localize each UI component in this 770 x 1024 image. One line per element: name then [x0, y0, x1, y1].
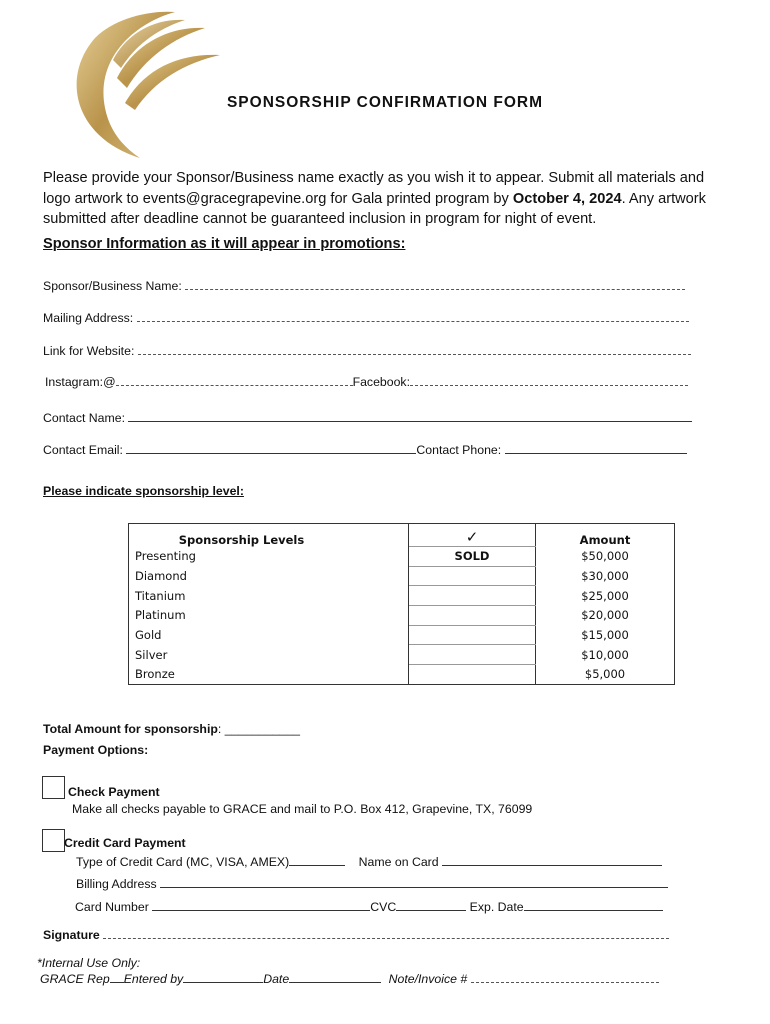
table-row: [129, 547, 675, 567]
level-check-cell[interactable]: [409, 566, 536, 586]
card-number-field[interactable]: [152, 899, 370, 911]
levels-header: Sponsorship Levels: [178, 532, 305, 547]
contact-phone-label: Contact Phone:: [416, 443, 502, 457]
gold-swoosh-logo: [55, 8, 225, 163]
level-check-cell[interactable]: [409, 586, 536, 606]
total-amount-row: [43, 722, 300, 736]
level-name: Platinum: [129, 606, 409, 626]
total-amount-field[interactable]: : ___________: [217, 722, 300, 736]
website-label: Link for Website:: [43, 344, 135, 358]
internal-date-field[interactable]: [289, 971, 381, 983]
level-name: Gold: [129, 625, 409, 645]
social-row: [45, 374, 688, 389]
contact-email-label: Contact Email:: [43, 443, 123, 457]
exp-date-label: Exp. Date: [469, 900, 524, 914]
sponsor-info-heading: Sponsor Information as it will appear in promotions:: [43, 236, 406, 252]
cvc-label: CVC: [370, 900, 397, 914]
contact-name-label: Contact Name:: [43, 411, 126, 425]
signature-label: Signature: [43, 928, 100, 942]
table-row: [129, 606, 675, 626]
table-row: [129, 625, 675, 645]
cvc-field[interactable]: [396, 899, 466, 911]
name-on-card-field[interactable]: [442, 854, 662, 866]
intro-text-1: Please provide your Sponsor/Business name exactly as you wish it to appear. Submit all materials and logo artwork to events@gracegrapevine.org for Gala printed program by: [43, 170, 705, 207]
contact-phone-field[interactable]: [505, 442, 687, 454]
level-name: Diamond: [129, 566, 409, 586]
business-name-label: Sponsor/Business Name:: [43, 279, 182, 293]
level-name: Presenting: [129, 547, 409, 567]
exp-date-field[interactable]: [524, 899, 663, 911]
intro-text-2: . Any artwork submitted after deadline cannot be guaranteed inclusion in program for night of event.: [43, 190, 706, 227]
credit-card-checkbox[interactable]: [42, 829, 65, 852]
level-amount: $5,000: [536, 665, 675, 685]
contact-name-field[interactable]: [128, 410, 692, 422]
level-amount: $15,000: [536, 625, 675, 645]
level-name: Silver: [129, 645, 409, 665]
table-row: [129, 665, 675, 685]
level-name: Titanium: [129, 586, 409, 606]
mailing-address-field[interactable]: [137, 310, 689, 322]
invoice-label: Note/Invoice #: [388, 972, 468, 986]
billing-address-field[interactable]: [160, 876, 668, 888]
business-name-row: [43, 278, 685, 293]
instagram-field[interactable]: [116, 374, 353, 386]
facebook-field[interactable]: [410, 374, 688, 386]
card-number-row: [75, 899, 663, 914]
level-amount: $30,000: [536, 566, 675, 586]
form-title: SPONSORSHIP CONFIRMATION FORM: [226, 94, 544, 111]
card-number-label: Card Number: [75, 900, 149, 914]
signature-row: [43, 927, 669, 942]
level-check-cell[interactable]: [409, 665, 536, 685]
level-name: Bronze: [129, 665, 409, 685]
check-payment-label: Check Payment: [68, 785, 160, 799]
level-check-cell[interactable]: [409, 625, 536, 645]
total-amount-label: Total Amount for sponsorship: [43, 722, 218, 736]
credit-card-label: Credit Card Payment: [64, 836, 186, 850]
business-name-field[interactable]: [185, 278, 685, 290]
internal-use-row: [40, 971, 659, 986]
internal-date-label: Date: [263, 972, 290, 986]
entered-by-label: Entered by: [123, 972, 184, 986]
check-payment-note: Make all checks payable to GRACE and mail to P.O. Box 412, Grapevine, TX, 76099: [72, 802, 533, 816]
check-payment-checkbox[interactable]: [42, 776, 65, 799]
deadline-date: October 4, 2024: [512, 190, 622, 207]
billing-address-label: Billing Address: [76, 877, 157, 891]
grace-rep-label: GRACE Rep: [40, 972, 110, 986]
facebook-label: Facebook:: [352, 375, 410, 389]
website-field[interactable]: [138, 343, 691, 355]
level-amount: $25,000: [536, 586, 675, 606]
signature-field[interactable]: [103, 927, 669, 939]
level-check-cell[interactable]: [409, 645, 536, 665]
grace-rep-field[interactable]: [110, 971, 124, 983]
card-type-row: [76, 854, 662, 869]
card-type-field[interactable]: [289, 854, 345, 866]
level-check-cell[interactable]: SOLD: [409, 547, 536, 567]
intro-paragraph: [43, 168, 723, 230]
level-amount: $50,000: [536, 547, 675, 567]
invoice-field[interactable]: [471, 971, 659, 983]
billing-row: [76, 876, 668, 891]
entered-by-field[interactable]: [183, 971, 263, 983]
mailing-address-row: [43, 310, 689, 325]
checkmark-header: ✓: [465, 528, 479, 546]
website-row: [43, 343, 691, 358]
sponsorship-level-heading: Please indicate sponsorship level:: [43, 484, 244, 498]
name-on-card-label: Name on Card: [358, 855, 439, 869]
level-amount: $10,000: [536, 645, 675, 665]
amount-header: Amount: [579, 532, 631, 547]
card-type-label: Type of Credit Card (MC, VISA, AMEX): [76, 855, 290, 869]
mailing-address-label: Mailing Address:: [43, 311, 134, 325]
sponsorship-levels-table: [128, 523, 675, 685]
payment-options-heading: Payment Options:: [43, 743, 149, 757]
level-check-cell[interactable]: [409, 606, 536, 626]
contact-email-row: [43, 442, 687, 457]
level-amount: $20,000: [536, 606, 675, 626]
table-row: [129, 566, 675, 586]
table-row: [129, 645, 675, 665]
contact-email-field[interactable]: [126, 442, 416, 454]
table-row: [129, 586, 675, 606]
internal-use-heading: *Internal Use Only:: [37, 956, 141, 970]
contact-name-row: [43, 410, 692, 425]
instagram-label: Instagram:@: [45, 375, 116, 389]
